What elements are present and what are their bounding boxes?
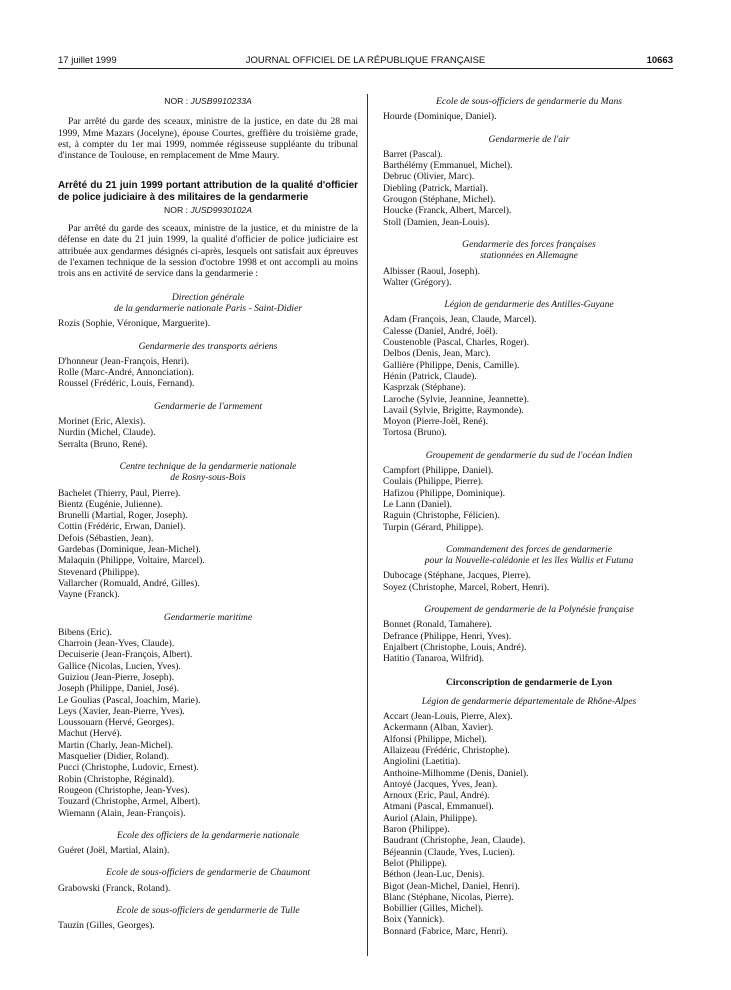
name-list <box>383 465 675 533</box>
gendarme-name: Accart (Jean-Louis, Pierre, Alex). <box>383 711 513 723</box>
gendarme-name: Bigot (Jean-Michel, Daniel, Henri). <box>383 880 520 892</box>
lyon-subheading: Légion de gendarmerie départementale de Rhône-Alpes <box>421 695 637 707</box>
gendarme-name: Grougon (Stéphane, Michel). <box>383 194 496 206</box>
gendarme-name: Gardebas (Dominique, Jean-Michel). <box>58 544 201 556</box>
unit-heading: Commandement des forces de gendarmerie <box>446 543 612 555</box>
gendarme-name: Moyon (Pierre-Joël, René). <box>383 416 488 428</box>
page-header <box>58 54 673 69</box>
unit-heading: de Rosny-sous-Bois <box>170 472 246 484</box>
unit-section <box>383 239 675 288</box>
unit-section <box>58 341 358 390</box>
gendarme-name: Defois (Sébastien, Jean). <box>58 532 154 544</box>
unit-section <box>383 450 675 533</box>
right-column <box>383 96 675 937</box>
gendarme-name: Turpin (Gérard, Philippe). <box>383 521 484 533</box>
name-list <box>383 619 675 664</box>
gendarme-name: Cottin (Frédéric, Erwan, Daniel). <box>58 521 186 533</box>
gendarme-name: Enjalbert (Christophe, Louis, André). <box>383 641 527 653</box>
gendarme-name: Albisser (Raoul, Joseph). <box>383 265 480 277</box>
gendarme-name: Nurdin (Michel, Claude). <box>58 427 156 439</box>
gendarme-name: Bonnard (Fabrice, Marc, Henri). <box>383 925 508 937</box>
gendarme-name: Roussel (Frédéric, Louis, Fernand). <box>58 378 195 390</box>
gendarme-name: Bachelet (Thierry, Paul, Pierre). <box>58 487 181 499</box>
arrete-nor-code: JUSD9930102A <box>190 204 252 215</box>
gendarme-name: Béthon (Jean-Luc, Denis). <box>383 869 485 881</box>
unit-section <box>58 867 358 894</box>
unit-heading: stationnées en Allemagne <box>480 250 578 262</box>
gendarme-name: Tauzin (Gilles, Georges). <box>58 920 155 932</box>
gendarme-name: Hatitio (Tanaroa, Wilfrid). <box>383 653 485 665</box>
gendarme-name: Bonnet (Ronald, Tamahere). <box>383 619 492 631</box>
unit-heading: Gendarmerie maritime <box>163 611 253 623</box>
name-list <box>58 356 358 390</box>
unit-section <box>58 830 358 857</box>
name-list <box>383 314 675 438</box>
unit-section <box>58 905 358 932</box>
unit-section <box>58 401 358 450</box>
gendarme-name: Coulais (Philippe, Pierre). <box>383 476 484 488</box>
intro-nor <box>58 96 358 107</box>
gendarme-name: Kasprzak (Stéphane). <box>383 382 466 394</box>
gendarme-name: Rozis (Sophie, Véronique, Marguerite). <box>58 318 211 330</box>
gendarme-name: Defrance (Philippe, Henri, Yves). <box>383 630 512 642</box>
gendarme-name: Houcke (Franck, Albert, Marcel). <box>383 205 512 217</box>
gendarme-name: Serralta (Bruno, René). <box>58 438 148 450</box>
unit-heading: Légion de gendarmerie des Antilles-Guyane <box>444 299 614 311</box>
unit-heading: Ecole des officiers de la gendarmerie nationale <box>116 829 300 841</box>
unit-section <box>383 544 675 593</box>
name-list <box>383 570 675 593</box>
unit-section <box>58 292 358 330</box>
unit-section <box>383 604 675 664</box>
gendarme-name: Adam (François, Jean, Claude, Marcel). <box>383 314 537 326</box>
column-divider <box>367 94 368 956</box>
gendarme-name: Stoll (Damien, Jean-Louis). <box>383 216 490 228</box>
gendarme-name: Rougeon (Christophe, Jean-Yves). <box>58 784 190 796</box>
gendarme-name: Tortosa (Bruno). <box>383 427 447 439</box>
gendarme-name: Walter (Grégory). <box>383 276 452 288</box>
gendarme-name: Barthélémy (Emmanuel, Michel). <box>383 160 513 172</box>
gendarme-name: Vayne (Franck). <box>58 589 120 601</box>
unit-heading: Ecole de sous-officiers de gendarmerie de Chaumont <box>105 867 311 879</box>
gendarme-name: Loussouarn (Hervé, Georges). <box>58 717 174 729</box>
arrete-title: Arrêté du 21 juin 1999 portant attribution de la qualité d'officier de police judiciaire à des militaires de la gendarmerie <box>58 180 358 203</box>
name-list <box>58 627 358 819</box>
gendarme-name: Le Lann (Daniel). <box>383 498 452 510</box>
gendarme-name: Morinet (Eric, Alexis). <box>58 416 146 428</box>
left-column <box>58 96 358 932</box>
gendarme-name: Lavail (Sylvie, Brigitte, Raymonde). <box>383 404 524 416</box>
gendarme-name: Dubocage (Stéphane, Jacques, Pierre). <box>383 570 531 582</box>
gendarme-name: Laroche (Sylvie, Jeannine, Jeannette). <box>383 393 529 405</box>
unit-heading: Groupement de gendarmerie du sud de l'océan Indien <box>425 449 633 461</box>
name-list <box>383 266 675 289</box>
gendarme-name: Malaquin (Philippe, Voltaire, Marcel). <box>58 555 205 567</box>
unit-heading: Gendarmerie des transports aériens <box>138 340 278 352</box>
gendarme-name: Delbos (Denis, Jean, Marc). <box>383 348 491 360</box>
unit-section <box>58 461 358 601</box>
gendarme-name: Martin (Charly, Jean-Michel). <box>58 739 173 751</box>
gendarme-name: Gallice (Nicolas, Lucien, Yves). <box>58 660 181 672</box>
gendarme-name: Robin (Christophe, Réginald). <box>58 773 175 785</box>
arrete-nor-label: NOR : <box>164 204 188 215</box>
gendarme-name: Diebling (Patrick, Martial). <box>383 182 488 194</box>
right-unit-list <box>383 96 675 664</box>
gendarme-name: Pucci (Christophe, Ludovic, Ernest). <box>58 762 199 774</box>
name-list <box>58 845 358 856</box>
gendarme-name: Hénin (Patrick, Claude). <box>383 370 477 382</box>
gendarme-name: Anthoine-Milhomme (Denis, Daniel). <box>383 767 529 779</box>
gendarme-name: Bibens (Eric). <box>58 626 112 638</box>
gendarme-name: Touzard (Christophe, Armel, Albert). <box>58 796 201 808</box>
header-date: 17 juillet 1999 <box>58 55 117 66</box>
unit-section <box>58 612 358 819</box>
gendarme-name: Grabowski (Franck, Roland). <box>58 882 171 894</box>
name-list <box>383 111 675 122</box>
unit-heading: Ecole de sous-officiers de gendarmerie du Mans <box>436 96 622 107</box>
gendarme-name: Machut (Hervé). <box>58 728 122 740</box>
gendarme-name: Atmani (Pascal, Emmanuel). <box>383 801 494 813</box>
arrete-nor <box>58 205 358 216</box>
gendarme-name: Raguin (Christophe, Félicien). <box>383 510 500 522</box>
gendarme-name: Coustenoble (Pascal, Charles, Roger). <box>383 337 530 349</box>
gendarme-name: Baron (Philippe). <box>383 824 450 836</box>
gendarme-name: Hafizou (Philippe, Dominique). <box>383 487 506 499</box>
gendarme-name: Barret (Pascal). <box>383 148 443 160</box>
gendarme-name: Calesse (Daniel, André, Joël). <box>383 325 498 337</box>
gendarme-name: Rolle (Marc-André, Annonciation). <box>58 367 194 379</box>
unit-section <box>383 134 675 228</box>
lyon-heading: Circonscription de gendarmerie de Lyon <box>445 677 613 689</box>
gendarme-name: Arnoux (Eric, Paul, André). <box>383 790 490 802</box>
gendarme-name: Guiziou (Jean-Pierre, Joseph). <box>58 671 175 683</box>
gendarme-name: Stevenard (Philippe). <box>58 566 140 578</box>
name-list <box>58 488 358 601</box>
unit-heading: Centre technique de la gendarmerie nationale <box>119 460 297 472</box>
left-unit-list <box>58 292 358 932</box>
gendarme-name: Vallarcher (Romuald, André, Gilles). <box>58 577 200 589</box>
gendarme-name: Decuiserie (Jean-François, Albert). <box>58 649 193 661</box>
arrete-paragraph: Par arrêté du garde des sceaux, ministre de la justice, et du ministre de la défense en date du 21 juin 1999, la qualité d'officier de police judiciaire est attribuée aux gendarmes désignés ci-après, lesquels ont satisfait aux épreuves de l'examen technique de la session d'octobre 1998 et ont accompli au moins trois ans en activité de service dans la gendarmerie : <box>58 223 358 280</box>
gendarme-name: Ackermann (Alban, Xavier). <box>383 722 494 734</box>
gendarme-name: Blanc (Stéphane, Nicolas, Pierre). <box>383 891 514 903</box>
gendarme-name: Boix (Yannick). <box>383 914 445 926</box>
lyon-section <box>383 677 675 937</box>
gendarme-name: Antoyé (Jacques, Yves, Jean). <box>383 778 498 790</box>
unit-heading: Groupement de gendarmerie de la Polynésie française <box>424 603 634 615</box>
gendarme-name: Wiemann (Alain, Jean-François). <box>58 807 186 819</box>
gendarme-name: Campfort (Philippe, Daniel). <box>383 465 494 477</box>
gendarme-name: Belot (Philippe). <box>383 857 447 869</box>
gendarme-name: Angiolini (Laetitia). <box>383 756 461 768</box>
gendarme-name: Charroin (Jean-Yves, Claude). <box>58 638 175 650</box>
gendarme-name: Leys (Xavier, Jean-Pierre, Yves). <box>58 705 185 717</box>
intro-nor-label: NOR : <box>164 96 189 106</box>
unit-heading: Direction générale <box>171 291 245 303</box>
gendarme-name: Bientz (Eugénie, Julienne). <box>58 498 163 510</box>
gendarme-name: Brunelli (Martial, Roger, Joseph). <box>58 510 188 522</box>
unit-heading: Ecole de sous-officiers de gendarmerie de Tulle <box>116 905 300 917</box>
unit-section <box>383 299 675 439</box>
gendarme-name: Baudrant (Christophe, Jean, Claude). <box>383 835 526 847</box>
unit-heading: Gendarmerie de l'air <box>488 133 570 145</box>
header-journal-title: JOURNAL OFFICIEL DE LA RÉPUBLIQUE FRANÇAISE <box>245 55 486 66</box>
unit-heading: de la gendarmerie nationale Paris - Saint-Didier <box>113 302 303 314</box>
gendarme-name: Hourde (Dominique, Daniel). <box>383 111 497 123</box>
name-list <box>58 883 358 894</box>
unit-heading: Gendarmerie des forces françaises <box>462 238 596 250</box>
gendarme-name: Le Goulias (Pascal, Joachim, Marie). <box>58 694 201 706</box>
name-list <box>58 416 358 450</box>
gendarme-name: Bobillier (Gilles, Michel). <box>383 903 484 915</box>
gendarme-name: Masquelier (Didier, Roland). <box>58 751 169 763</box>
gendarme-name: Alfonsi (Philippe, Michel). <box>383 733 487 745</box>
gendarme-name: Allaizeau (Frédéric, Christophe). <box>383 744 510 756</box>
gendarme-name: Béjeannin (Claude, Yves, Lucien). <box>383 846 515 858</box>
unit-heading: Gendarmerie de l'armement <box>153 400 263 412</box>
unit-section <box>383 96 675 123</box>
gendarme-name: Auriol (Alain, Philippe). <box>383 812 478 824</box>
name-list <box>58 318 358 329</box>
name-list <box>383 149 675 228</box>
gendarme-name: D'honneur (Jean-François, Henri). <box>58 355 190 367</box>
gendarme-name: Guéret (Joël, Martial, Alain). <box>58 845 170 857</box>
gendarme-name: Soyez (Christophe, Marcel, Robert, Henri). <box>383 581 550 593</box>
unit-heading: pour la Nouvelle-calédonie et les îles Wallis et Futuna <box>424 555 634 567</box>
lyon-names <box>383 711 675 937</box>
gendarme-name: Gallière (Philippe, Denis, Camille). <box>383 359 520 371</box>
header-page-number: 10663 <box>646 55 673 66</box>
name-list <box>58 920 358 931</box>
intro-nor-code: JUSB9910233A <box>190 96 252 106</box>
gendarme-name: Debruc (Olivier, Marc). <box>383 171 475 183</box>
intro-paragraph: Par arrêté du garde des sceaux, ministre de la justice, en date du 28 mai 1999, Mme Mazars (Jocelyne), épouse Courtes, greffière du troisième grade, est, à compter du 1er mai 1999, nommée régisseuse suppléante du tribunal d'instance de Toulouse, en remplacement de Mme Maury. <box>58 116 358 162</box>
gendarme-name: Joseph (Philippe, Daniel, José). <box>58 683 179 695</box>
